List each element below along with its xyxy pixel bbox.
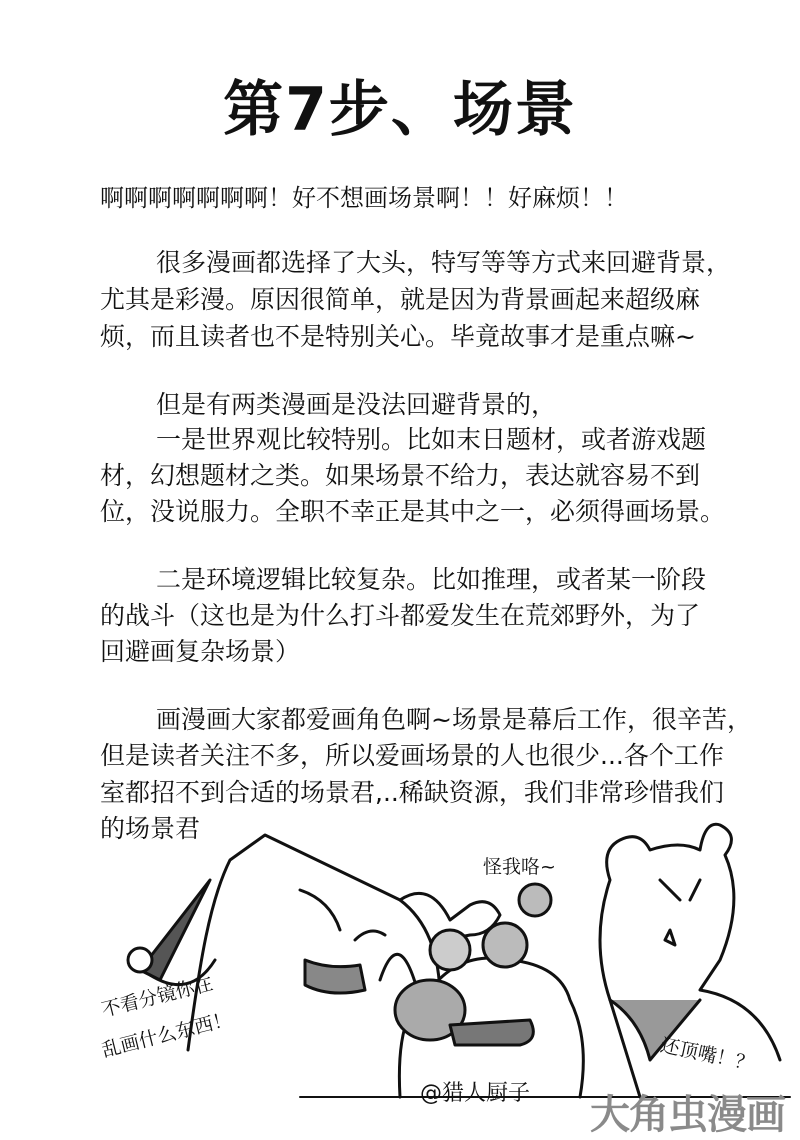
paragraph-line: 画漫画大家都爱画角色啊~场景是幕后工作，很辛苦， bbox=[156, 705, 752, 734]
speech-left-line2: 乱画什么东西！ bbox=[99, 1008, 235, 1062]
speech-left-line1: 不看分镜你在 bbox=[99, 972, 216, 1022]
paragraph-line: 回避画复杂场景） bbox=[100, 637, 301, 666]
exclaim-line: 啊啊啊啊啊啊啊！好不想画场景啊！！好麻烦！！ bbox=[100, 184, 628, 212]
paragraph-line: 但是有两类漫画是没法回避背景的， bbox=[156, 390, 557, 419]
paragraph-line: 尤其是彩漫。原因很简单，就是因为背景画起来超级麻 bbox=[100, 285, 701, 314]
paragraph-line: 很多漫画都选择了大头，特写等等方式来回避背景， bbox=[156, 248, 732, 277]
speech-right: 还顶嘴！？ bbox=[658, 1034, 756, 1076]
paragraph-line: 烦，而且读者也不是特别关心。毕竟故事才是重点嘛~ bbox=[100, 322, 696, 351]
paragraph-line: 的场景君 bbox=[100, 814, 201, 843]
paragraph-line: 材，幻想题材之类。如果场景不给力，表达就容易不到 bbox=[100, 461, 701, 490]
paragraph-line: 位，没说服力。全职不幸正是其中之一，必须得画场景。 bbox=[100, 497, 726, 526]
paragraph-line: 但是读者关注不多，所以爱画场景的人也很少...各个工作 bbox=[100, 741, 724, 770]
page-title: 第7步、场景 bbox=[223, 75, 577, 145]
paragraph-line: 一是世界观比较特别。比如末日题材，或者游戏题 bbox=[156, 425, 707, 454]
paragraph-line: 二是环境逻辑比较复杂。比如推理，或者某一阶段 bbox=[156, 565, 707, 594]
paragraph-line: 的战斗（这也是为什么打斗都爱发生在荒郊野外，为了 bbox=[100, 601, 701, 630]
paragraph-line: 室都招不到合适的场景君,..稀缺资源，我们非常珍惜我们 bbox=[100, 778, 724, 807]
speech-middle: 怪我咯~ bbox=[483, 856, 556, 878]
watermark-logo: 大角虫漫画 bbox=[590, 1092, 785, 1138]
author-credit: @猎人厨子 bbox=[420, 1081, 531, 1106]
